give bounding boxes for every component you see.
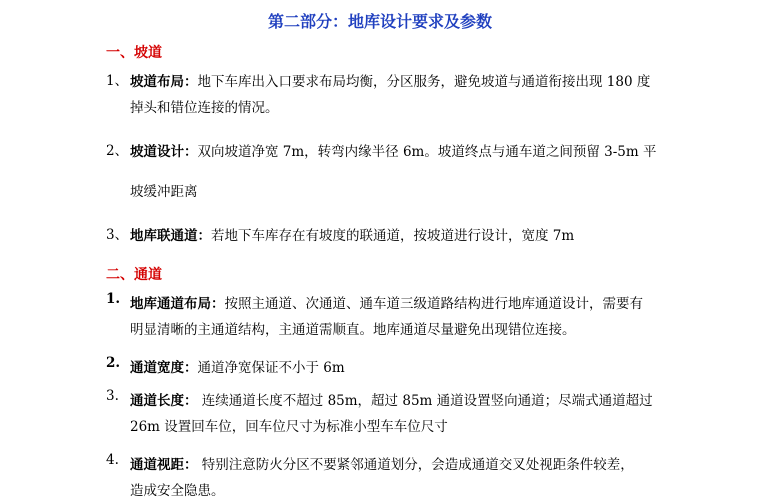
section-heading-ramp: 一、坡道 <box>106 45 162 61</box>
item-text: 按照主通道、次通道、通车道三级道路结构进行地库通道设计，需要有 <box>224 296 643 312</box>
list-item <box>106 223 672 249</box>
item-label: 坡道布局： <box>130 74 198 90</box>
item-number: 3、 <box>106 227 129 243</box>
item-text: 连续通道长度不超过 85m，超过 85m 通道设置竖向通道；尽端式通道超过 <box>197 393 653 409</box>
item-label: 通道长度： <box>130 393 198 409</box>
list-item <box>106 69 672 121</box>
item-text: 地下车库出入口要求布局均衡，分区服务，避免坡道与通道衔接出现 180 度 <box>197 74 651 90</box>
item-text: 若地下车库存在有坡度的联通道，按坡道进行设计，宽度 7m <box>211 228 575 244</box>
item-text-cont: 坡缓冲距离 <box>130 184 198 200</box>
item-number: 4. <box>106 452 119 468</box>
item-text: 双向坡道净宽 7m，转弯内缘半径 6m。坡道终点与通车道之间预留 3-5m 平 <box>197 144 657 160</box>
item-text: 通道净宽保证不小于 6m <box>197 360 345 376</box>
item-text: 特别注意防火分区不要紧邻通道划分，会造成通道交叉处视距条件较差， <box>197 457 634 473</box>
item-label: 地库通道布局： <box>130 296 225 312</box>
item-label: 地库联通道： <box>130 228 211 244</box>
list-item <box>106 452 672 504</box>
list-item <box>106 139 672 205</box>
list-item <box>106 388 672 440</box>
item-number: 2. <box>106 355 121 371</box>
item-label: 坡道设计： <box>130 144 198 160</box>
item-text-cont: 造成安全隐患。 <box>130 483 225 499</box>
section-heading-aisle: 二、通道 <box>106 267 162 283</box>
item-text-cont: 明显清晰的主通道结构，主通道需顺直。地库通道尽量避免出现错位连接。 <box>130 322 576 338</box>
list-item <box>106 355 672 381</box>
item-label: 通道宽度： <box>130 360 198 376</box>
item-text-cont: 26m 设置回车位，回车位尺寸为标准小型车车位尺寸 <box>130 419 448 435</box>
item-number: 1、 <box>106 73 129 89</box>
item-number: 1. <box>106 291 121 307</box>
item-number: 3. <box>106 388 119 404</box>
item-number: 2、 <box>106 143 129 159</box>
item-label: 通道视距： <box>130 457 198 473</box>
item-text-cont: 掉头和错位连接的情况。 <box>130 100 279 116</box>
document-title: 第二部分：地库设计要求及参数 <box>267 12 492 31</box>
list-item <box>106 291 672 343</box>
